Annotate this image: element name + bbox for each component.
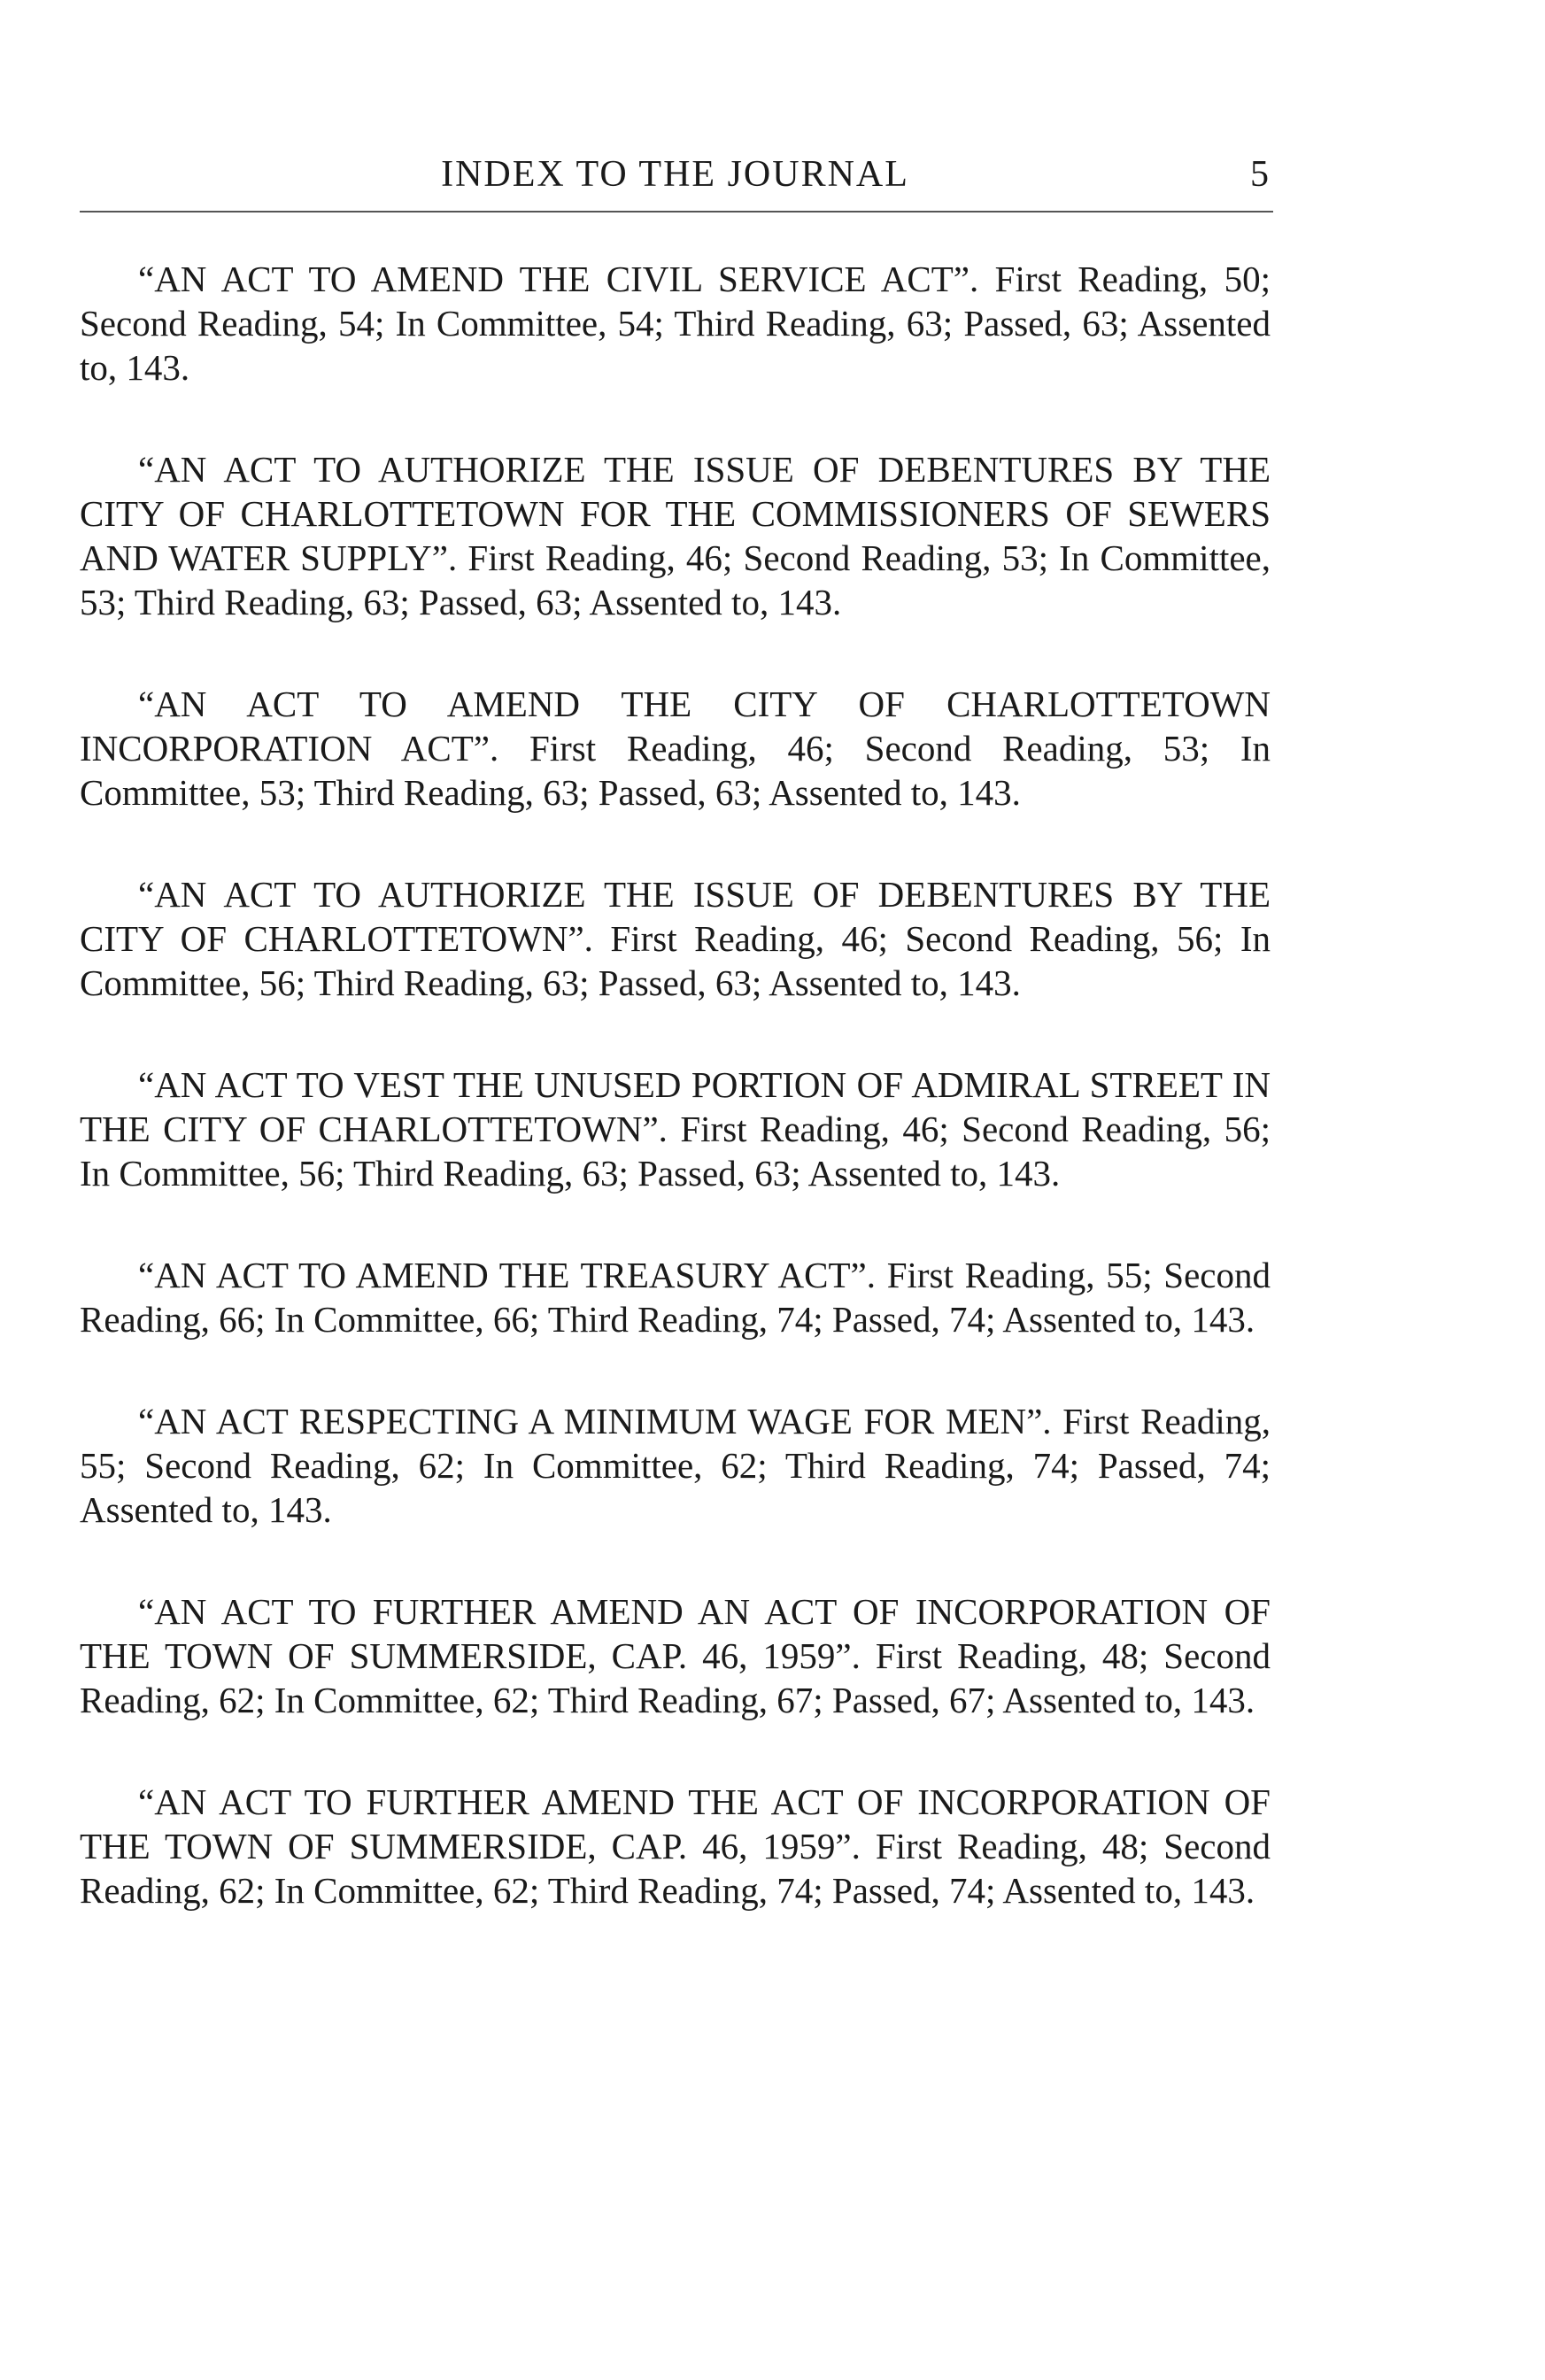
running-title: INDEX TO THE JOURNAL	[441, 154, 909, 195]
index-entry: “AN ACT TO AUTHORIZE THE ISSUE OF DEBENTURES BY THE CITY OF CHARLOTTETOWN”. First Reading, 46; Second Reading, 56; In Committee, 56; Third Reading, 63; Passed, 63; Assented to, 143.	[80, 874, 1271, 1003]
index-entry: “AN ACT RESPECTING A MINIMUM WAGE FOR MEN”. First Reading, 55; Second Reading, 62; In Committee, 62; Third Reading, 74; Passed, 74; Assented to, 143.	[80, 1401, 1271, 1530]
index-entries	[80, 257, 1271, 1970]
page-number: 5	[1250, 154, 1269, 195]
index-entry: “AN ACT TO AMEND THE TREASURY ACT”. First Reading, 55; Second Reading, 66; In Committee, 66; Third Reading, 74; Passed, 74; Assented to, 143.	[80, 1255, 1271, 1340]
index-entry: “AN ACT TO AMEND THE CITY OF CHARLOTTETOWN INCORPORATION ACT”. First Reading, 46; Second Reading, 53; In Committee, 53; Third Reading, 63; Passed, 63; Assented to, 143.	[80, 684, 1271, 813]
header-rule	[80, 211, 1273, 212]
index-entry: “AN ACT TO FURTHER AMEND AN ACT OF INCORPORATION OF THE TOWN OF SUMMERSIDE, CAP. 46, 1959”. First Reading, 48; Second Reading, 62; In Committee, 62; Third Reading, 67; Passed, 67; Assented to, 143.	[80, 1591, 1271, 1720]
index-entry: “AN ACT TO AUTHORIZE THE ISSUE OF DEBENTURES BY THE CITY OF CHARLOTTETOWN FOR THE COMMISSIONERS OF SEWERS AND WATER SUPPLY”. First Reading, 46; Second Reading, 53; In Committee, 53; Third Reading, 63; Passed, 63; Assented to, 143.	[80, 449, 1271, 622]
index-entry: “AN ACT TO VEST THE UNUSED PORTION OF ADMIRAL STREET IN THE CITY OF CHARLOTTETOWN”. First Reading, 46; Second Reading, 56; In Committee, 56; Third Reading, 63; Passed, 63; Assented to, 143.	[80, 1064, 1271, 1194]
page-header	[80, 149, 1271, 211]
index-entry: “AN ACT TO FURTHER AMEND THE ACT OF INCORPORATION OF THE TOWN OF SUMMERSIDE, CAP. 46, 1959”. First Reading, 48; Second Reading, 62; In Committee, 62; Third Reading, 74; Passed, 74; Assented to, 143.	[80, 1781, 1271, 1911]
index-entry: “AN ACT TO AMEND THE CIVIL SERVICE ACT”. First Reading, 50; Second Reading, 54; In Committee, 54; Third Reading, 63; Passed, 63; Assented to, 143.	[80, 259, 1271, 388]
